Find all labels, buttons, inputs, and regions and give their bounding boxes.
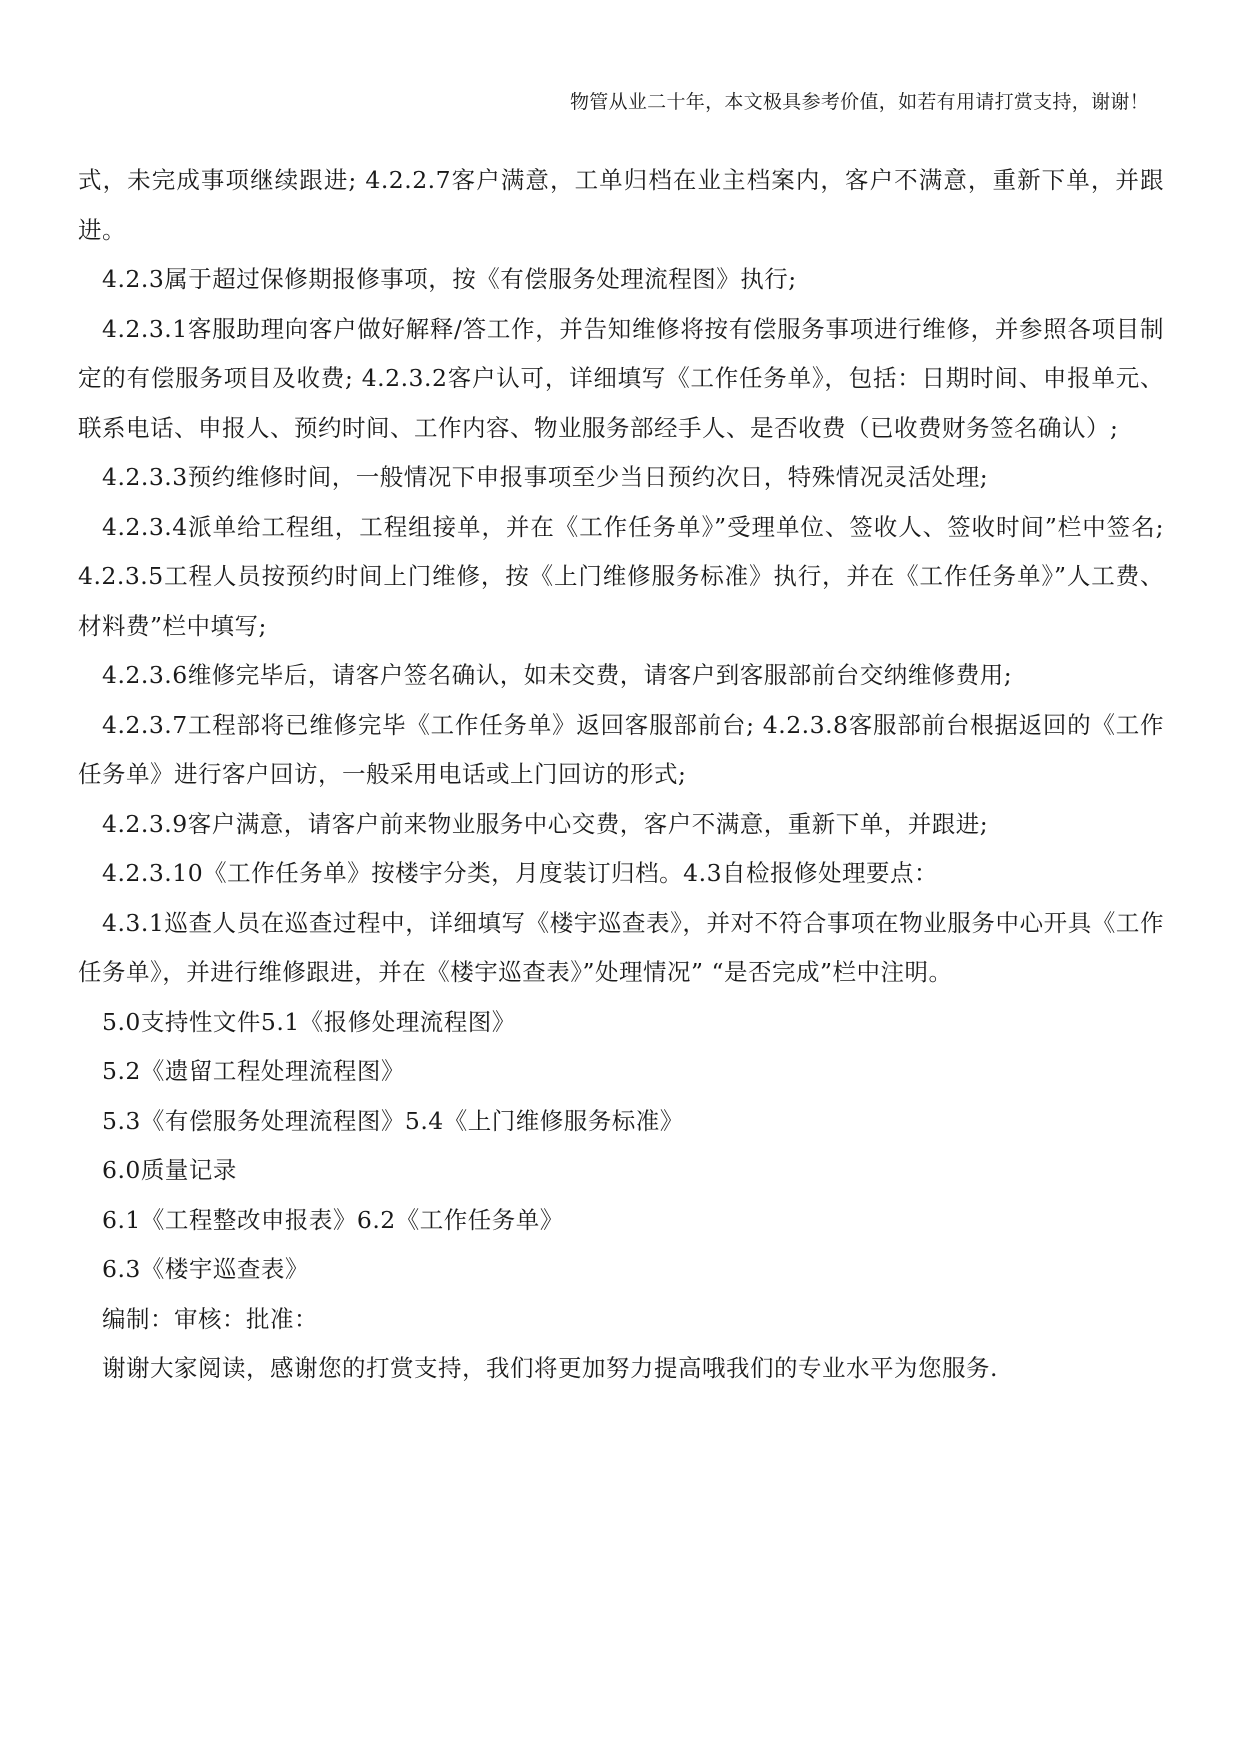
paragraph: 4.2.3.6维修完毕后，请客户签名确认，如未交费，请客户到客服部前台交纳维修费用; (102, 661, 1013, 689)
paragraph: 4.2.3.3预约维修时间，一般情况下申报事项至少当日预约次日，特殊情况灵活处理; (102, 463, 989, 491)
paragraph: 4.2.3.1客服助理向客户做好解释/答工作，并告知维修将按有偿服务事项进行维修，并参照各项目制定的有偿服务项目及收费; 4.2.3.2客户认可，详细填写《工作任务单》，包括：日期时间、申报单元、联系电话、申报人、预约时间、工作内容、物业服务部经手人、是否收费（已收费财务签名确认）; (78, 314, 1164, 442)
paragraph: 4.2.3.7工程部将已维修完毕《工作任务单》返回客服部前台; 4.2.3.8客服部前台根据返回的《工作任务单》进行客户回访，一般采用电话或上门回访的形式; (78, 710, 1164, 788)
closing-note: 谢谢大家阅读，感谢您的打赏支持，我们将更加努力提高哦我们的专业水平为您服务. (102, 1354, 998, 1382)
document-body (78, 156, 1164, 1394)
paragraph: 4.3.1巡查人员在巡查过程中，详细填写《楼宇巡查表》，并对不符合事项在物业服务中心开具《工作任务单》，并进行维修跟进，并在《楼宇巡查表》”处理情况” “是否完成”栏中注明。 (78, 908, 1164, 986)
paragraph: 6.1《工程整改申报表》6.2《工作任务单》 (102, 1205, 564, 1234)
paragraph: 6.0质量记录 (102, 1156, 237, 1184)
paragraph: 4.2.3.9客户满意，请客户前来物业服务中心交费，客户不满意，重新下单，并跟进; (102, 809, 989, 838)
paragraph: 式，未完成事项继续跟进; 4.2.2.7客户满意，工单归档在业主档案内，客户不满意，重新下单，并跟进。 (78, 166, 1164, 244)
paragraph: 4.2.3.4派单给工程组，工程组接单，并在《工作任务单》”受理单位、签收人、签收时间”栏中签名; 4.2.3.5工程人员按预约时间上门维修，按《上门维修服务标准》执行，并在《工作任务单》”人工费、材料费”栏中填写; (78, 512, 1164, 640)
signature-line: 编制：审核：批准： (102, 1304, 318, 1333)
paragraph: 6.3《楼宇巡查表》 (102, 1255, 309, 1283)
paragraph: 5.3《有偿服务处理流程图》5.4《上门维修服务标准》 (102, 1106, 684, 1135)
paragraph: 4.2.3.10《工作任务单》按楼宇分类，月度装订归档。4.3自检报修处理要点： (102, 859, 939, 887)
paragraph: 4.2.3属于超过保修期报修事项，按《有偿服务处理流程图》执行; (102, 265, 797, 293)
paragraph: 5.0支持性文件5.1《报修处理流程图》 (102, 1007, 516, 1036)
paragraph: 5.2《遗留工程处理流程图》 (102, 1057, 405, 1085)
header-note: 物管从业二十年，本文极具参考价值，如若有用请打赏支持，谢谢！ (569, 91, 1149, 113)
